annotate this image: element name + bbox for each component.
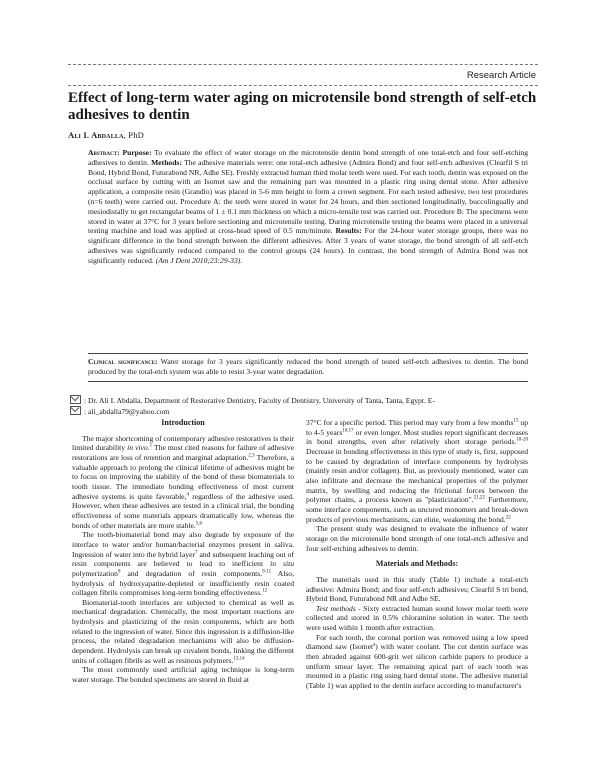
contact-line-email <box>70 406 530 417</box>
top-dashed-rule <box>68 64 538 65</box>
clinical-significance-label: Clinical significance: <box>88 357 158 366</box>
results-label: Results: <box>335 226 362 236</box>
contact-line-address <box>70 395 530 406</box>
envelope-icon <box>70 395 81 404</box>
article-title: Effect of long-term water aging on microtensile bond strength of self-etch adhesives to dentin <box>68 90 537 123</box>
author-name: Ali I. Abdalla <box>68 130 124 140</box>
author-line <box>68 130 144 140</box>
abstract <box>88 148 528 266</box>
left-column <box>72 418 294 685</box>
introduction-heading: Introduction <box>161 418 205 427</box>
header-dashed-rule <box>68 85 538 86</box>
envelope-icon <box>70 406 81 415</box>
section-label: Research Article <box>466 70 536 81</box>
abstract-label: Abstract: <box>88 148 120 157</box>
intro-paragraph-3: Biomaterial-tooth interfaces are subjected to chemical as well as mechanical degradation. Chemically, the most important reactions are hydrolysis and plasticizing of the resin components, which are both related to the ingression of water. Since this ingression is a diffusion-like process, the related degradation mechanisms will also be diffusion-dependent. Hydrolysis can break up covalent bonds, linking the different units of collagen fibrils as well as resinous polymers.$^{13,14}$ <box>72 597 294 665</box>
contact-info <box>70 395 530 417</box>
right-column <box>306 418 528 691</box>
intro-paragraph-5: The present study was designed to evaluate the influence of water storage on the microtensile bond strength of one total-etch adhesive and four self-etching adhesives to dentin. <box>306 524 528 553</box>
methods-paragraph-3: For each tooth, the coronal portion was removed using a low speed diamond saw (Isomet$^a$) with water coolant. The cut dentin surface was then abraded against 600-grit wet silicon carbide papers to produce a uniform smear layer. The remaining apical part of each tooth was mounted in a plastic ring using hard dental stone. The adhesive material (Table 1) was applied to the dentin surface according to manufacturer's <box>306 632 528 691</box>
purpose-label: Purpose: <box>122 148 152 157</box>
intro-paragraph-4-cont: 37°C for a specific period. This period may vary from a few months$^{15}$ up to 4-5 years$^{16,17}$ or even longer. Most studies report significant decreases in bond strengths, even after relatively short storage periods.$^{18-20}$ Decrease in bonding effectiveness in this type of study is, first, supposed to be caused by degradation of interface components by hydrolysis (mainly resin and/or collagen). But, as previously mentioned, water can also infiltrate and decrease the mechanical properties of the polymer matrix, by swelling and reducing the frictional forces between the polymer chains, a process known as "plasticization".$^{21,22}$ Furthermore, some interface components, such as uncured monomers and break-down products of previous mechanisms, can elute, weakening the bond.$^{22}$ <box>306 418 528 524</box>
materials-methods-heading: Materials and Methods: <box>375 559 459 569</box>
intro-paragraph-4: The most commonly used artificial aging technique is long-term water storage. The bonded specimens are stored in fluid at <box>72 665 294 685</box>
contact-email: : ali_abdalla79@yahoo.com <box>84 407 170 416</box>
contact-address: : Dr. Ali I. Abdalla, Department of Restorative Dentistry, Faculty of Dentistry, University of Tanta, Tanta, Egypt. E- <box>84 396 435 405</box>
clinical-significance-text: Water storage for 3 years significantly reduced the bond strength of tested self-etch adhesives to dentin. The bond produced by the total-etch system was able to resist 3-year water degradation. <box>88 357 529 376</box>
citation: (Am J Dent 2010;23:29-33). <box>155 255 243 265</box>
author-degree: , PhD <box>123 130 145 140</box>
methods-paragraph-1: The materials used in this study (Table 1) include a total-etch adhesive: Admira Bond; and four self-etch adhesives; Clearfil S tri bond, Hybrid Bond, Futurabond NR and Adhe SE. <box>306 574 528 604</box>
methods-paragraph-2: Test methods - Sixty extracted human sound lower molar teeth were collected and stored in 0.5% chloramine solution in water. The teeth were used within 1 month after extraction. <box>306 603 528 633</box>
methods-text: The adhesive materials were: one total-etch adhesive (Admira Bond) and four self-etch adhesives (Clearfil S tri Bond, Hybrid Bond, Futurabond NR, Adhe SE). Freshly extracted human third molar teeth were used. For each tooth, dentin was exposed on the occlusal surface by cutting with an Isomet saw and the remaining part was mounted in a plastic ring using dental stone. After adhesive application, a composite resin (Grandio) was placed in 5-6 mm height to form a crown segment. For each tested adhesive, two test procedures (n=6 teeth) were carried out. Procedure A: the teeth were stored in water for 24 hours, and then sectioned longitudinally, buccolingually and mesiodistally to get rectangular beams of 1 ± 0.1 mm thickness on which a micro-tensile test was carried out. Procedure B: The specimens were stored in water at 37°C for 3 years before sectioning and microtensile testing. During microtensile testing the beams were placed in a universal testing machine and load was applied at cross-head speed of 0.5 mm/minute. <box>88 157 529 236</box>
intro-paragraph-2: The tooth-biomaterial bond may also degrade by exposure of the interface to water and/or human/bacterial enzymes present in saliva. Ingression of water into the hybrid layer$^7$ and subsequent leaching out of resin components are believed to lead to inefficient in situ polymerization$^8$ and degradation of resin components.$^{9-11}$ Also, hydrolysis of hydroxyapatite-depleted or insufficiently resin coated collagen fibrils compromises long-term bonding effectiveness.$^{12}$ <box>72 530 294 598</box>
intro-paragraph-1: The major shortcoming of contemporary adhesive restoratives is their limited durability in vivo.$^1$ The most cited reasons for failure of adhesive restorations are loss of retention and marginal adaptation.$^{2,3}$ Therefore, a valuable approach to prolong the clinical lifetime of adhesives might be to focus on improving the stability of the bond of these biomaterials to tooth tissue. The immediate bonding effectiveness of most current adhesive systems is quite favorable,$^4$ regardless of the adhesive used. However, when these adhesives are tested in a clinical trial, the bonding effectiveness of some materials appears dramatically low, whereas the bonds of other materials are more stable.$^{5,6}$ <box>72 433 295 530</box>
results-text: For the 24-hour water storage groups, there was no significant difference in the bond strength between the different adhesives. After 3 years of water storage, the bond strength of all self-etch adhesives was significantly reduced compared to the control groups (24 hours). In contrast, the bond strength of Admira Bond was not significantly reduced. <box>88 226 528 265</box>
purpose-text: To evaluate the effect of water storage on the microtensile dentin bond strength of one total-etch and four self-etching adhesives to dentin. <box>88 148 528 167</box>
clinical-significance-box <box>88 353 528 382</box>
methods-label: Methods: <box>151 157 182 167</box>
